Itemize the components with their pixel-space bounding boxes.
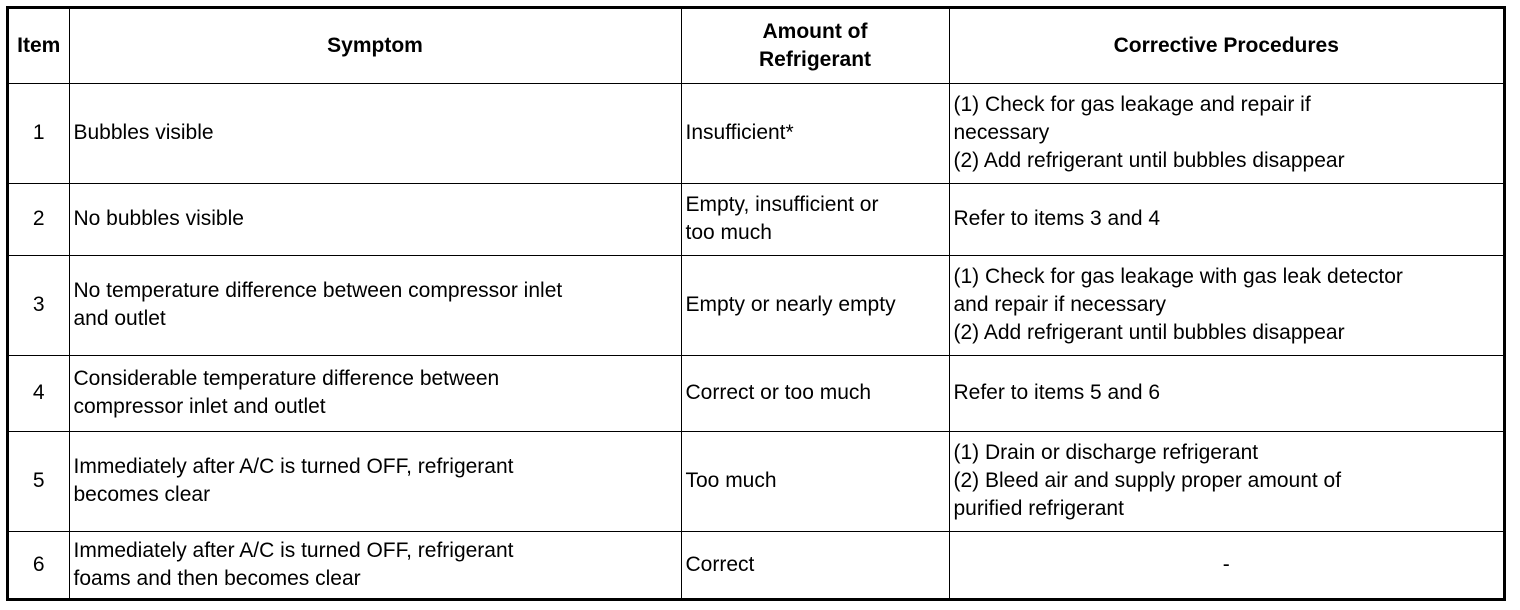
table-row xyxy=(9,531,1503,598)
item-number: 3 xyxy=(9,255,69,355)
symptom-line: Considerable temperature difference between xyxy=(73,367,500,390)
procedures-cell xyxy=(949,255,1503,355)
procedures-cell: - xyxy=(949,531,1503,598)
procedure-line: (2) Bleed air and supply proper amount of xyxy=(953,469,1342,492)
symptom-line: Immediately after A/C is turned OFF, refrigerant xyxy=(73,538,514,562)
refrigerant-diagnosis-table-frame xyxy=(6,6,1506,601)
table-row xyxy=(9,83,1503,183)
symptom-cell xyxy=(69,355,681,431)
item-number: 6 xyxy=(9,531,69,598)
procedures-cell xyxy=(949,83,1503,183)
amount-cell: Correct xyxy=(681,531,949,598)
amount-line: Empty, insufficient or xyxy=(685,193,879,216)
symptom-cell xyxy=(69,255,681,355)
procedure-line: (1) Check for gas leakage and repair if xyxy=(953,93,1311,116)
symptom-line: foams and then becomes clear xyxy=(73,566,361,590)
header-amount-line: Amount of xyxy=(762,19,868,43)
header-procedures: Corrective Procedures xyxy=(949,9,1503,83)
symptom-cell xyxy=(69,431,681,531)
symptom-cell: No bubbles visible xyxy=(69,183,681,255)
procedure-line: (1) Drain or discharge refrigerant xyxy=(953,441,1259,464)
refrigerant-diagnosis-table xyxy=(9,9,1503,598)
symptom-cell: Bubbles visible xyxy=(69,83,681,183)
table-row xyxy=(9,255,1503,355)
amount-cell: Empty or nearly empty xyxy=(681,255,949,355)
item-number: 1 xyxy=(9,83,69,183)
item-number: 2 xyxy=(9,183,69,255)
header-symptom: Symptom xyxy=(69,9,681,83)
procedure-line: Refer to items 5 and 6 xyxy=(953,381,1161,404)
procedure-line: (1) Check for gas leakage with gas leak detector xyxy=(953,265,1403,288)
procedure-line: purified refrigerant xyxy=(953,497,1124,520)
procedure-line: Refer to items 3 and 4 xyxy=(953,207,1161,230)
table-row xyxy=(9,355,1503,431)
symptom-cell xyxy=(69,531,681,598)
procedures-cell xyxy=(949,183,1503,255)
header-amount-line: Refrigerant xyxy=(758,47,872,71)
amount-cell: Correct or too much xyxy=(681,355,949,431)
amount-line: too much xyxy=(685,221,772,244)
symptom-line: and outlet xyxy=(73,307,166,330)
header-amount xyxy=(681,9,949,83)
procedure-line: (2) Add refrigerant until bubbles disappear xyxy=(953,321,1345,344)
table-row xyxy=(9,431,1503,531)
amount-cell: Too much xyxy=(681,431,949,531)
amount-cell xyxy=(681,183,949,255)
symptom-line: compressor inlet and outlet xyxy=(73,395,326,418)
table-row xyxy=(9,183,1503,255)
symptom-line: No temperature difference between compressor inlet xyxy=(73,279,563,302)
item-number: 5 xyxy=(9,431,69,531)
procedure-line: (2) Add refrigerant until bubbles disappear xyxy=(953,149,1345,172)
procedure-line: necessary xyxy=(953,121,1050,144)
symptom-line: Immediately after A/C is turned OFF, refrigerant xyxy=(73,455,514,478)
amount-cell: Insufficient* xyxy=(681,83,949,183)
procedures-cell xyxy=(949,431,1503,531)
procedures-cell xyxy=(949,355,1503,431)
item-number: 4 xyxy=(9,355,69,431)
symptom-line: becomes clear xyxy=(73,483,211,506)
procedure-line: and repair if necessary xyxy=(953,293,1166,316)
header-row xyxy=(9,9,1503,83)
header-item: Item xyxy=(9,9,69,83)
